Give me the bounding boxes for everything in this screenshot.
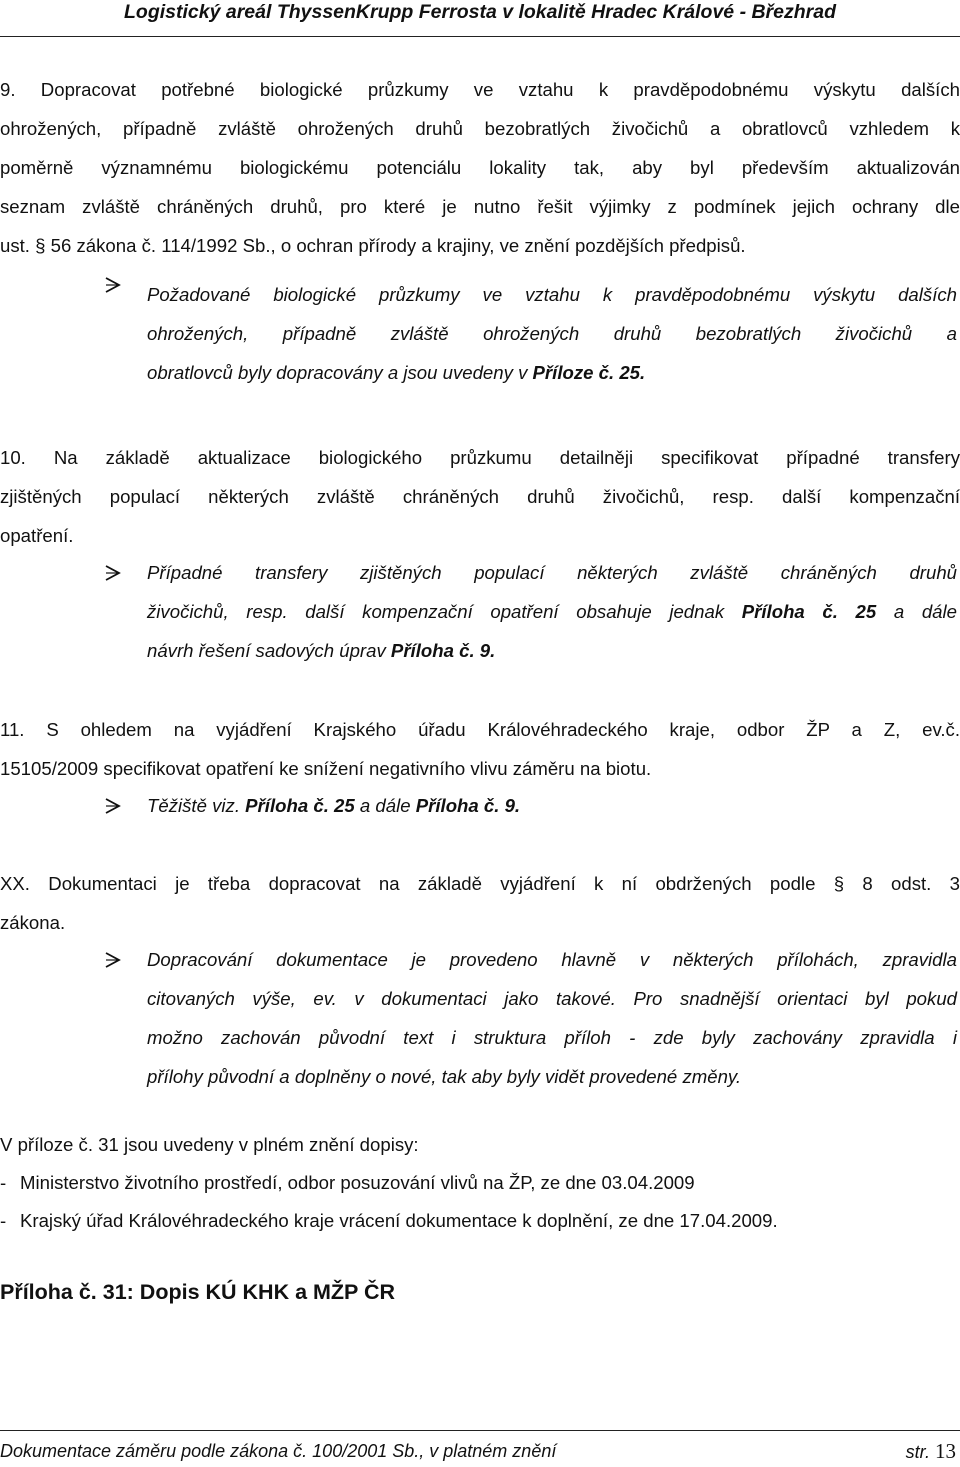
arrow-bullet-icon (104, 951, 122, 969)
attachment-ref: Příloze č. 25. (532, 362, 646, 383)
item10-line-3: opatření. (0, 525, 74, 546)
itemxx-bullet-line-2: citovaných výše, ev. v dokumentaci jako takové. Pro snadnější orientaci byl pokud (147, 988, 957, 1009)
itemxx-bullet-line-1: Dopracování dokumentace je provedeno hlavně v některých přílohách, zpravidla (147, 949, 957, 970)
header-divider (0, 36, 960, 37)
item10-line-1: 10. Na základě aktualizace biologického průzkumu detailněji specifikovat případné transfery (0, 447, 960, 468)
itemxx-bullet-line-3: možno zachován původní text i struktura příloh - zde byly zachovány zpravidla i (147, 1027, 957, 1048)
item10-bullet-line-1: Případné transfery zjištěných populací některých zvláště chráněných druhů (147, 562, 957, 583)
attachment-ref: Příloha č. 9. (415, 795, 521, 816)
itemxx-bullet-line-4: přílohy původní a doplněny o nové, tak aby byly vidět provedené změny. (147, 1066, 741, 1087)
item9-line-3: poměrně významnému biologickému potenciálu lokality tak, aby byl především aktualizován (0, 157, 960, 178)
item9-line-5: ust. § 56 zákona č. 114/1992 Sb., o ochran přírody a krajiny, ve znění pozdějších předpisů. (0, 235, 746, 256)
page-footer (0, 1437, 960, 1465)
document-page: Logistický areál ThyssenKrupp Ferrosta v lokalitě Hradec Králové - Březhrad 9. Dopracovat potřebné biologické průzkumy ve vztahu k pravděpodobnému výskytu dalších ohrožených, případně zvláště ohrožených druhů bezobratlých živočichů a obratlovců vzhledem k poměrně významnému biologickému potenciálu lokality tak, aby byl především aktualizován seznam zvláště chráněných druhů, pro které je nutno řešit výjimky z podmínek jejich ochrany dle ust. § 56 zákona č. 114/1992 Sb., o ochran přírody a krajiny, ve znění pozdějších předpisů. Požadované biologické průzkumy ve vztahu k pravděpodobnému výskytu dalších ohrožených, případně zvláště ohrožených druhů bezobratlých živočichů a obratlovců byly dopracovány a jsou uvedeny v Příloze č. 25. 10. Na základě aktualizace biologického průzkumu detailněji specifikovat případné transfery zjištěných populací některých zvláště chráněných druhů živočichů, resp. další kompenzační opatření. Případné transfery zjištěných populací některých zvláště chráněných druhů živočichů, resp. další kompenzační opatření obsahuje jednak Příloha č. 25 a dále návrh řešení sadových úprav Příloha č. 9. 11. S ohledem na vyjádření Krajského úřadu Královéhradeckého kraje, odbor ŽP a Z, ev.č. 15105/2009 specifikovat opatření ke snížení negativního vlivu záměru na biotu. Těžiště viz. Příloha č. 25 a dále Příloha č. 9. XX. Dokumentaci je třeba dopracovat na základě vyjádření k ní obdržených podle § 8 odst. 3 zákona. Dopracování dokumentace je provedeno hlavně v některých přílohách, zpravidla citovaných výše, ev. v dokumentaci jako takové. Pro snadnější orientaci byl pokud možno zachován původní text i struktura příloh - zde byly zachovány zpravidla i přílohy původní a doplněny o nové, tak aby byly vidět provedené změny. V příloze č. 31 jsou uvedeny v plném znění dopisy: - Ministerstvo životního prostředí, odbor posuzování vlivů na ŽP, ze dne 03.04.2009 - Krajský úřad Královéhradeckého kraje vrácení dokumentace k doplnění, ze dne 17.04.2009. Příloha č. 31: Dopis KÚ KHK a MŽP ČR Dokumentace záměru podle zákona č. 100/2001 Sb., v platném znění str. 13 (0, 0, 960, 1467)
itemxx-line-1: XX. Dokumentaci je třeba dopracovat na základě vyjádření k ní obdržených podle § 8 odst. 3 (0, 873, 960, 894)
item9-bullet-line-3: obratlovců byly dopracovány a jsou uvedeny v Příloze č. 25. (147, 362, 646, 383)
attachment-ref: Příloha č. 25 (741, 601, 877, 622)
item9-bullet-line-1: Požadované biologické průzkumy ve vztahu k pravděpodobnému výskytu dalších (147, 284, 957, 305)
itemxx-line-2: zákona. (0, 912, 66, 933)
footer-page-label: str. 13 (905, 1439, 956, 1463)
arrow-bullet-icon (104, 564, 122, 582)
item9-bullet-line-2: ohrožených, případně zvláště ohrožených druhů bezobratlých živočichů a (147, 323, 957, 344)
attachment-ref: Příloha č. 25 (245, 795, 355, 816)
page-header-title: Logistický areál ThyssenKrupp Ferrosta v lokalitě Hradec Králové - Březhrad (124, 1, 836, 23)
item11-line-1: 11. S ohledem na vyjádření Krajského úřadu Královéhradeckého kraje, odbor ŽP a Z, ev.č. (0, 719, 960, 740)
attachment-ref: Příloha č. 9. (390, 640, 496, 661)
arrow-bullet-icon (104, 276, 122, 294)
attachment-title: Příloha č. 31: Dopis KÚ KHK a MŽP ČR (0, 1280, 396, 1304)
page-number: 13 (935, 1439, 956, 1463)
item9-line-4: seznam zvláště chráněných druhů, pro které je nutno řešit výjimky z podmínek jejich ochrany dle (0, 196, 960, 217)
item10-line-2: zjištěných populací některých zvláště chráněných druhů živočichů, resp. další kompenzační (0, 486, 960, 507)
attachments-intro: V příloze č. 31 jsou uvedeny v plném znění dopisy: (0, 1134, 419, 1155)
item10-bullet-line-2: živočichů, resp. další kompenzační opatření obsahuje jednak Příloha č. 25 a dále (147, 601, 957, 622)
footer-document-title: Dokumentace záměru podle zákona č. 100/2001 Sb., v platném znění (0, 1441, 557, 1461)
item11-bullet-line-1: Těžiště viz. Příloha č. 25 a dále Příloha č. 9. (147, 795, 521, 816)
item10-bullet-line-3: návrh řešení sadových úprav Příloha č. 9. (147, 640, 496, 661)
item9-line-2: ohrožených, případně zvláště ohrožených druhů bezobratlých živočichů a obratlovců vzhledem k (0, 118, 960, 139)
item9-line-1: 9. Dopracovat potřebné biologické průzkumy ve vztahu k pravděpodobnému výskytu dalších (0, 79, 960, 100)
footer-divider (0, 1430, 960, 1431)
arrow-bullet-icon (104, 797, 122, 815)
item11-line-2: 15105/2009 specifikovat opatření ke snížení negativního vlivu záměru na biotu. (0, 758, 652, 779)
